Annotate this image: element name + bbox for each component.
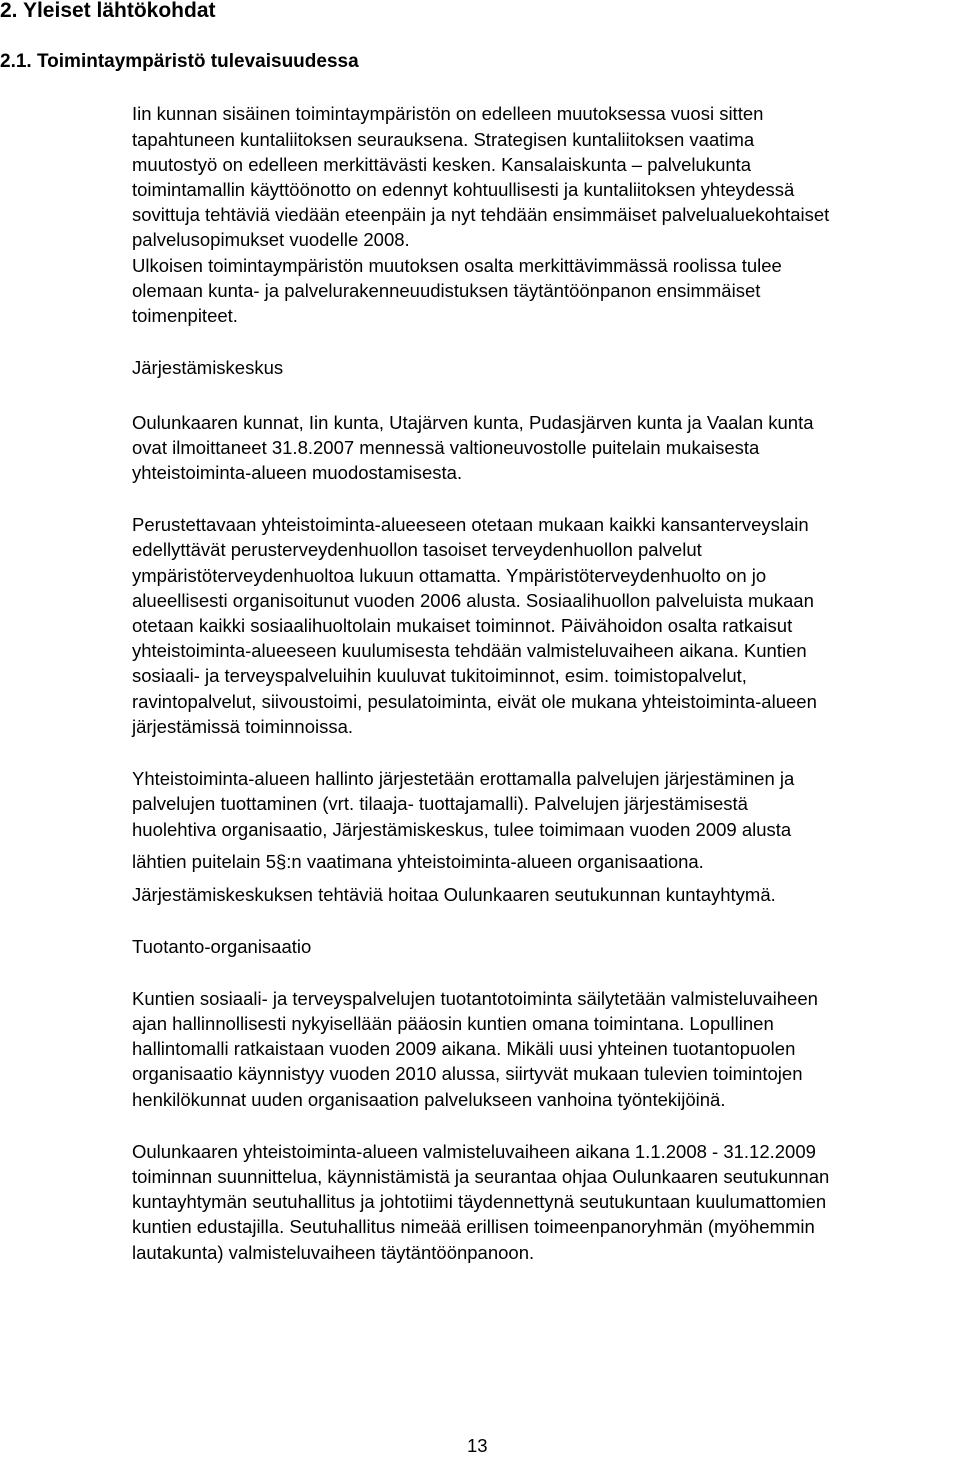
subsection-heading: 2.1. Toimintaympäristö tulevaisuudessa bbox=[0, 51, 359, 72]
paragraph-line: Järjestämiskeskuksen tehtäviä hoitaa Oulunkaaren seutukunnan kuntayhtymä. bbox=[132, 884, 776, 905]
paragraph-line: toimenpiteet. bbox=[132, 305, 238, 326]
paragraph-line: Ulkoisen toimintaympäristön muutoksen osalta merkittävimmässä roolissa tulee bbox=[132, 255, 782, 276]
paragraph-line: järjestämissä toiminnoissa. bbox=[132, 716, 354, 737]
paragraph-line: yhteistoiminta-alueen muodostamisesta. bbox=[132, 462, 463, 483]
paragraph-line: Iin kunnan sisäinen toimintaympäristön on edelleen muutoksessa vuosi sitten bbox=[132, 103, 764, 124]
paragraph-line: toiminnan suunnittelua, käynnistämistä ja seurantaa ohjaa Oulunkaaren seutukunnan bbox=[132, 1166, 830, 1187]
paragraph-line: olemaan kunta- ja palvelurakenneuudistuksen täytäntöönpanon ensimmäiset bbox=[132, 280, 761, 301]
page-number: 13 bbox=[467, 1435, 488, 1456]
paragraph-line: hallintomalli ratkaistaan vuoden 2009 aikana. Mikäli uusi yhteinen tuotantopuolen bbox=[132, 1038, 796, 1059]
paragraph-line: tapahtuneen kuntaliitoksen seurauksena. Strategisen kuntaliitoksen vaatima bbox=[132, 129, 755, 150]
paragraph-line: henkilökunnat uuden organisaation palvelukseen vanhoina työntekijöinä. bbox=[132, 1089, 726, 1110]
paragraph-line: ravintopalvelut, siivoustoimi, pesulatoiminta, eivät ole mukana yhteistoiminta-alueen bbox=[132, 691, 817, 712]
paragraph-line: Kuntien sosiaali- ja terveyspalvelujen tuotantotoiminta säilytetään valmisteluvaiheen bbox=[132, 988, 818, 1009]
paragraph-line: edellyttävät perusterveydenhuollon tasoiset terveydenhuollon palvelut bbox=[132, 539, 702, 560]
paragraph-line: huolehtiva organisaatio, Järjestämiskeskus, tulee toimimaan vuoden 2009 alusta bbox=[132, 819, 792, 840]
paragraph-line: muutostyö on edelleen merkittävästi kesken. Kansalaiskunta – palvelukunta bbox=[132, 154, 752, 175]
paragraph-line: sosiaali- ja terveyspalveluihin kuuluvat tukitoiminnot, esim. toimistopalvelut, bbox=[132, 665, 747, 686]
paragraph-line: organisaatio käynnistyy vuoden 2010 alussa, siirtyvät mukaan tulevien toimintojen bbox=[132, 1063, 803, 1084]
paragraph-line: kuntien edustajilla. Seutuhallitus nimeää erillisen toimeenpanoryhmän (myöhemmin bbox=[132, 1216, 815, 1237]
subheading-tuotanto-organisaatio: Tuotanto-organisaatio bbox=[132, 936, 312, 957]
paragraph-line: alueellisesti organisoitunut vuoden 2006 alusta. Sosiaalihuollon palveluista mukaan bbox=[132, 590, 814, 611]
paragraph-line: otetaan kaikki sosiaalihuoltolain mukaiset toiminnot. Päivähoidon osalta ratkaisut bbox=[132, 615, 793, 636]
paragraph-line: ympäristöterveydenhuoltoa lukuun ottamatta. Ympäristöterveydenhuolto on jo bbox=[132, 565, 767, 586]
paragraph-line: Yhteistoiminta-alueen hallinto järjestetään erottamalla palvelujen järjestäminen ja bbox=[132, 768, 795, 789]
paragraph-line: Perustettavaan yhteistoiminta-alueeseen otetaan mukaan kaikki kansanterveyslain bbox=[132, 514, 809, 535]
paragraph-line: Oulunkaaren yhteistoiminta-alueen valmisteluvaiheen aikana 1.1.2008 - 31.12.2009 bbox=[132, 1141, 816, 1162]
paragraph-line: sovittuja tehtäviä viedään eteenpäin ja nyt tehdään ensimmäiset palvelualuekohtaiset bbox=[132, 204, 830, 225]
subheading-jarjestamiskeskus: Järjestämiskeskus bbox=[132, 357, 284, 378]
paragraph-line: ovat ilmoittaneet 31.8.2007 mennessä valtioneuvostolle puitelain mukaisesta bbox=[132, 437, 760, 458]
paragraph-line: lähtien puitelain 5§:n vaatimana yhteistoiminta-alueen organisaationa. bbox=[132, 851, 704, 872]
paragraph-line: yhteistoiminta-alueeseen kuulumisesta tehdään valmisteluvaiheen aikana. Kuntien bbox=[132, 640, 807, 661]
paragraph-line: toimintamallin käyttöönotto on edennyt kohtuullisesti ja kuntaliitoksen yhteydessä bbox=[132, 179, 795, 200]
section-heading: 2. Yleiset lähtökohdat bbox=[0, 0, 216, 22]
paragraph-line: Oulunkaaren kunnat, Iin kunta, Utajärven kunta, Pudasjärven kunta ja Vaalan kunta bbox=[132, 412, 814, 433]
paragraph-line: kuntayhtymän seutuhallitus ja johtotiimi täydennettynä seutukuntaan kuulumattomien bbox=[132, 1191, 827, 1212]
paragraph-line: palvelujen tuottaminen (vrt. tilaaja- tuottajamalli). Palvelujen järjestämisestä bbox=[132, 793, 748, 814]
paragraph-line: ajan hallinnollisesti nykyisellään pääosin kuntien omana toimintana. Lopullinen bbox=[132, 1013, 774, 1034]
paragraph-line: lautakunta) valmisteluvaiheen täytäntöönpanoon. bbox=[132, 1242, 535, 1263]
paragraph-line: palvelusopimukset vuodelle 2008. bbox=[132, 229, 410, 250]
